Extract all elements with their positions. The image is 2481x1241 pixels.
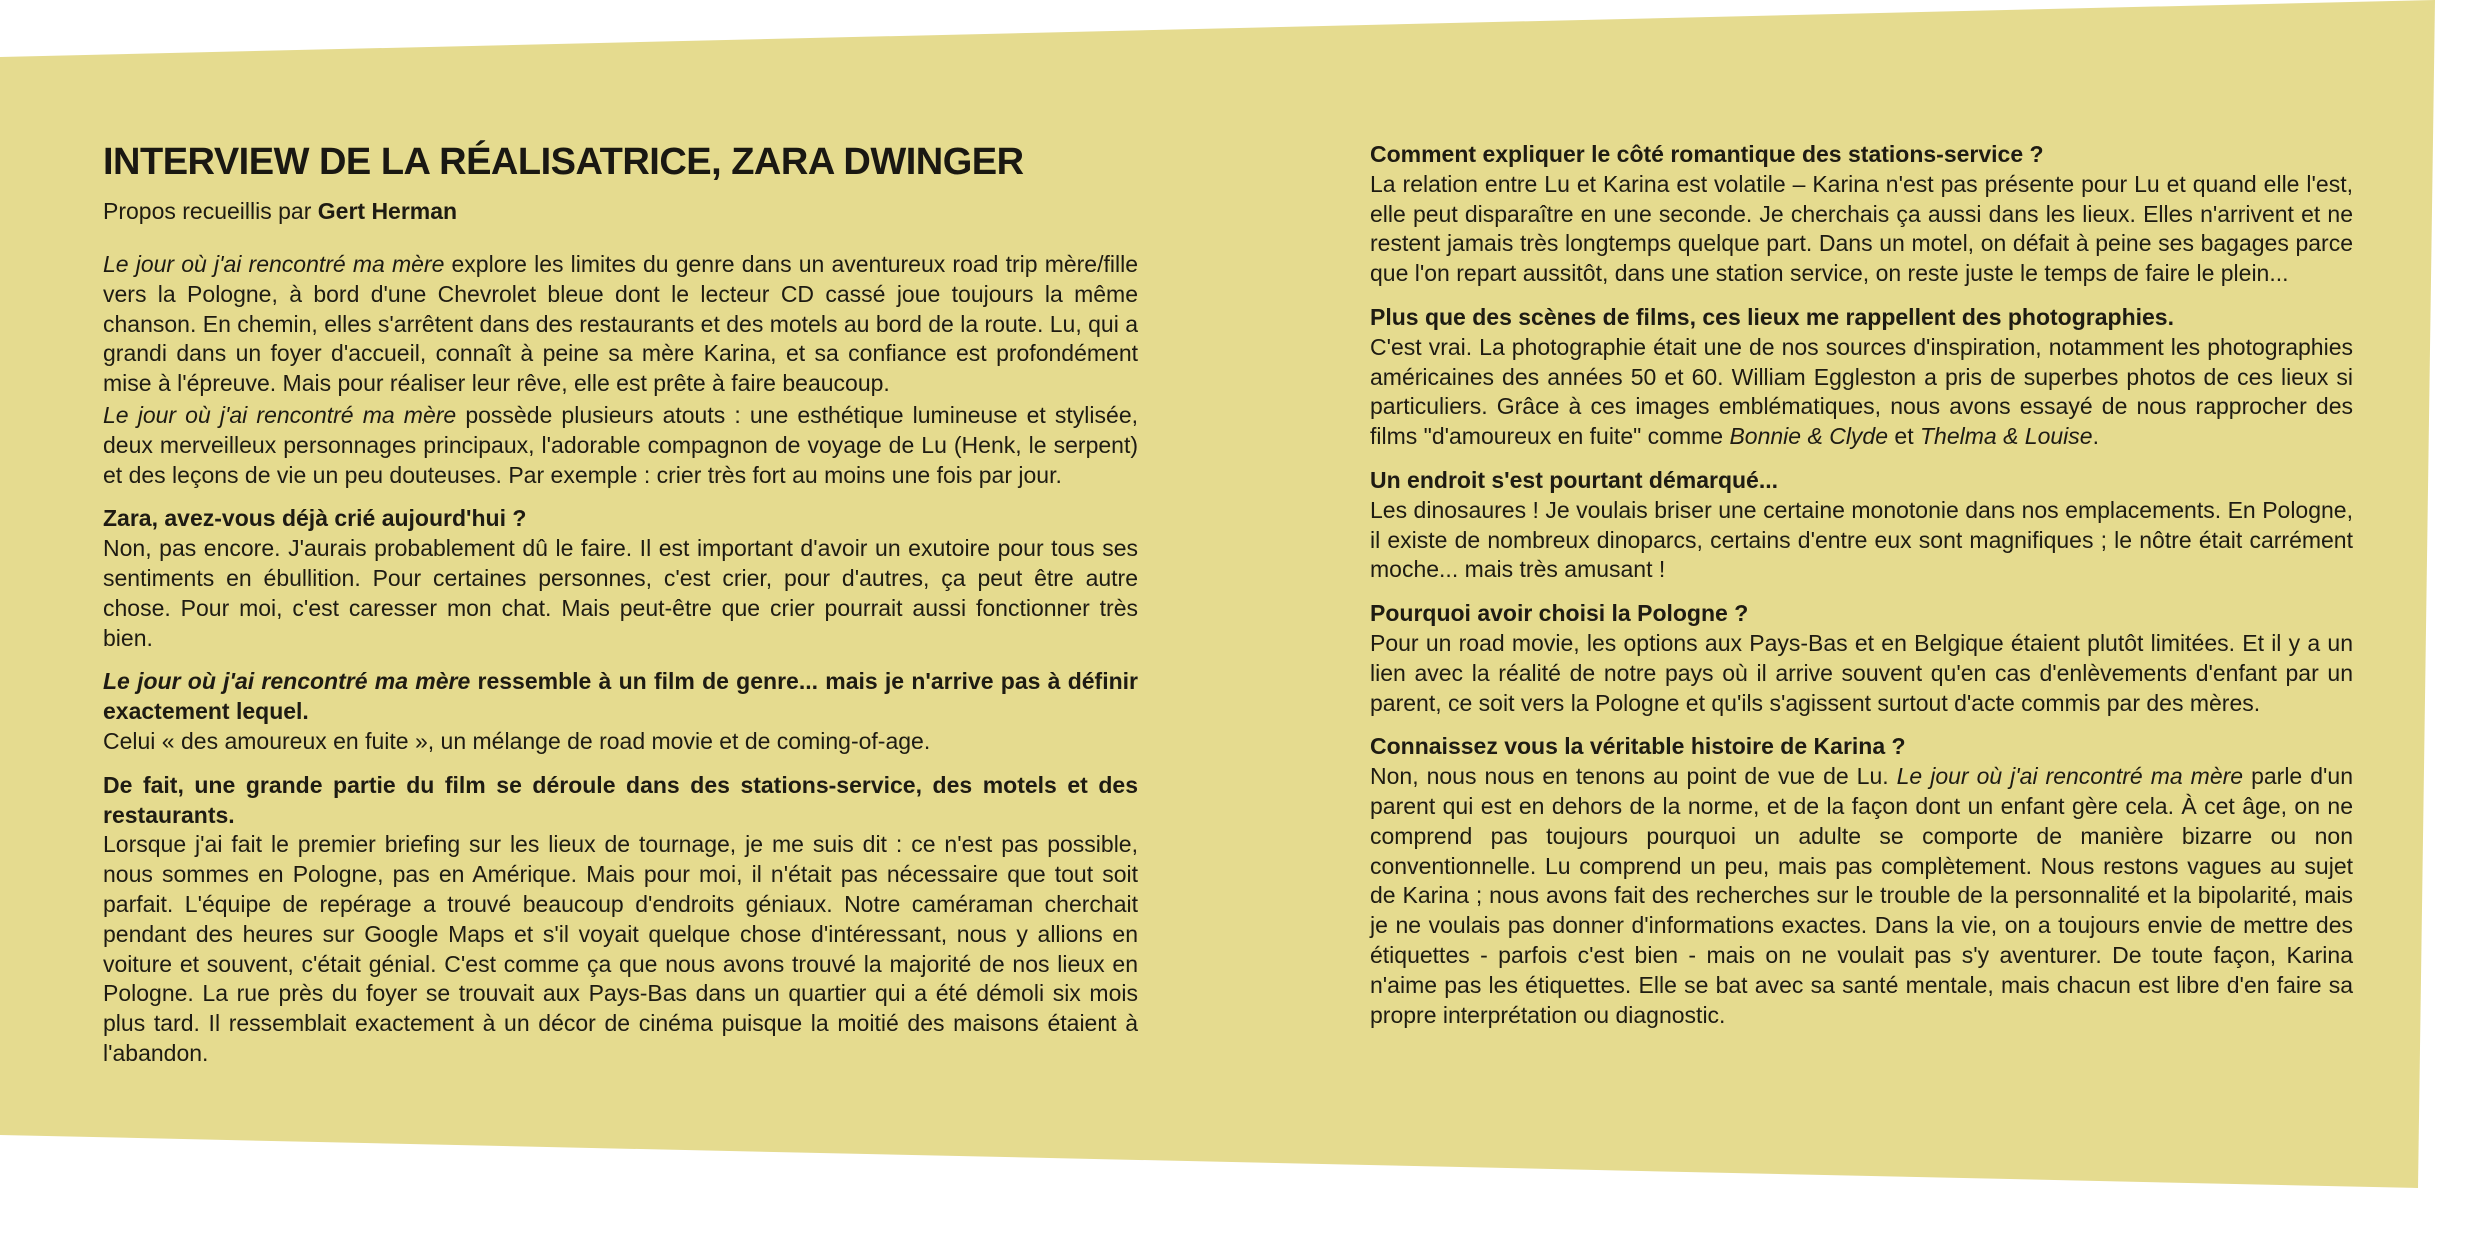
answer-7: Pour un road movie, les options aux Pays-Bas et en Belgique étaient plutôt limitées. Et il y a un lien avec la réalité de notre pays où il arrive souvent qu'en cas d'enlèvements d'enfant par un parent, ce soit vers la Pologne et qu'ils s'agissent surtout d'acte commis par des mères. (1370, 629, 2353, 716)
answer-8-rest: parle d'un parent qui est en dehors de la norme, et de la façon dont un enfant gère cela. À cet âge, on ne comprend pas toujours pourquoi un adulte se comporte de manière bizarre ou non conventionnelle. Lu comprend un peu, mais pas complètement. Nous restons vagues au sujet de Karina ; nous avons fait des recherches sur le trouble de la personnalité et la bipolarité, mais je ne voulais pas donner d'informations exactes. Dans la vie, on a toujours envie de mettre des étiquettes - parfois c'est bien - mais on ne voulait pas s'y aventurer. De toute façon, Karina n'aime pas les étiquettes. Elle se bat avec sa santé mentale, mais chacun est libre d'en faire sa propre interprétation ou diagnostic. (1370, 763, 2353, 1028)
film-title: Le jour où j'ai rencontré ma mère (103, 401, 457, 428)
answer-1: Non, pas encore. J'aurais probablement dû le faire. Il est important d'avoir un exutoire pour tous ses sentiments en ébullition. Pour certaines personnes, c'est crier, pour d'autres, ça peut être autre chose. Pour moi, c'est caresser mon chat. Mais peut-être que crier pourrait aussi fonctionner très bien. (103, 535, 1138, 651)
question-8: Connaissez vous la véritable histoire de Karina ? (1370, 733, 1906, 760)
answer-5-join: et (1888, 423, 1920, 450)
answer-8-start: Non, nous nous en tenons au point de vue de Lu. (1370, 763, 1897, 790)
byline-prefix: Propos recueillis par (103, 198, 318, 224)
answer-5-end: . (2092, 423, 2099, 450)
question-5: Plus que des scènes de films, ces lieux me rappellent des photographies. (1370, 303, 2174, 330)
answer-5 (1370, 333, 2353, 452)
intro-text-2: possède plusieurs atouts : une esthétique lumineuse et stylisée, deux merveilleux personnages principaux, l'adorable compagnon de voyage de Lu (Henk, le serpent) et des leçons de vie un peu douteuses. Par exemple : crier très fort au moins une fois par jour. (103, 401, 1138, 488)
question-2 (103, 667, 1138, 727)
byline-author: Gert Herman (317, 198, 458, 224)
film-title: Thelma & Louise (1919, 423, 2093, 450)
film-title: Le jour où j'ai rencontré ma mère (103, 668, 471, 695)
answer-2: Celui « des amoureux en fuite », un mélange de road movie et de coming-of-age. (103, 727, 931, 754)
answer-6: Les dinosaures ! Je voulais briser une certaine monotonie dans nos emplacements. En Pologne, il existe de nombreux dinoparcs, certains d'entre eux sont magnifiques ; le nôtre était carrément moche... mais très amusant ! (1370, 496, 2353, 583)
answer-5-text: C'est vrai. La photographie était une de nos sources d'inspiration, notamment les photographies américaines des années 50 et 60. William Eggleston a pris de superbes photos de ces lieux si particuliers. Grâce à ces images emblématiques, nous avons essayé de nous rapprocher des films "d'amoureux en fuite" comme (1370, 333, 2353, 450)
question-7: Pourquoi avoir choisi la Pologne ? (1370, 600, 1749, 627)
question-6: Un endroit s'est pourtant démarqué... (1370, 466, 1779, 493)
question-2-text: ressemble à un film de genre... mais je n'arrive pas à définir exactement lequel. (103, 668, 1138, 725)
film-title: Bonnie & Clyde (1729, 423, 1889, 450)
film-title: Le jour où j'ai rencontré ma mère (103, 251, 445, 277)
intro-paragraph-2 (103, 401, 1138, 490)
right-column (1370, 140, 2353, 1030)
left-column (103, 140, 1138, 1069)
intro-text-1: explore les limites du genre dans un aventureux road trip mère/fille vers la Pologne, à bord d'une Chevrolet bleue dont le lecteur CD cassé joue toujours la même chanson. En chemin, elles s'arrêtent dans des restaurants et des motels au bord de la route. Lu, qui a grandi dans un foyer d'accueil, connaît à peine sa mère Karina, et sa confiance est profondément mise à l'épreuve. Mais pour réaliser leur rêve, elle est prête à faire beaucoup. (103, 251, 1139, 397)
question-3: De fait, une grande partie du film se déroule dans des stations-service, des motels et des restaurants. (103, 771, 1138, 828)
answer-3: Lorsque j'ai fait le premier briefing sur les lieux de tournage, je me suis dit : ce n'est pas possible, nous sommes en Pologne, pas en Amérique. Mais pour moi, il n'était pas nécessaire que tout soit parfait. L'équipe de repérage a trouvé beaucoup d'endroits géniaux. Notre caméraman cherchait pendant des heures sur Google Maps et s'il voyait quelque chose d'intéressant, nous y allions en voiture et souvent, c'était génial. C'est comme ça que nous avons trouvé la majorité de nos lieux en Pologne. La rue près du foyer se trouvait aux Pays-Bas dans un quartier qui a été démoli six mois plus tard. Il ressemblait exactement à un décor de cinéma puisque la moitié des maisons étaient à l'abandon. (103, 831, 1138, 1066)
byline (103, 196, 1138, 226)
article-title: INTERVIEW DE LA RÉALISATRICE, ZARA DWINGER (103, 141, 1024, 183)
question-1: Zara, avez-vous déjà crié aujourd'hui ? (103, 505, 527, 532)
answer-8 (1370, 762, 2353, 1030)
film-title: Le jour où j'ai rencontré ma mère (1896, 763, 2244, 790)
intro-paragraph-1 (103, 250, 1138, 399)
question-4: Comment expliquer le côté romantique des stations-service ? (1370, 141, 2044, 167)
answer-4: La relation entre Lu et Karina est volatile – Karina n'est pas présente pour Lu et quand elle l'est, elle peut disparaître en une seconde. Je cherchais ça aussi dans les lieux. Elles n'arrivent et ne restent jamais très longtemps quelque part. Dans un motel, on défait à peine ses bagages parce que l'on repart aussitôt, dans une station service, on reste juste le temps de faire le plein... (1370, 170, 2353, 287)
